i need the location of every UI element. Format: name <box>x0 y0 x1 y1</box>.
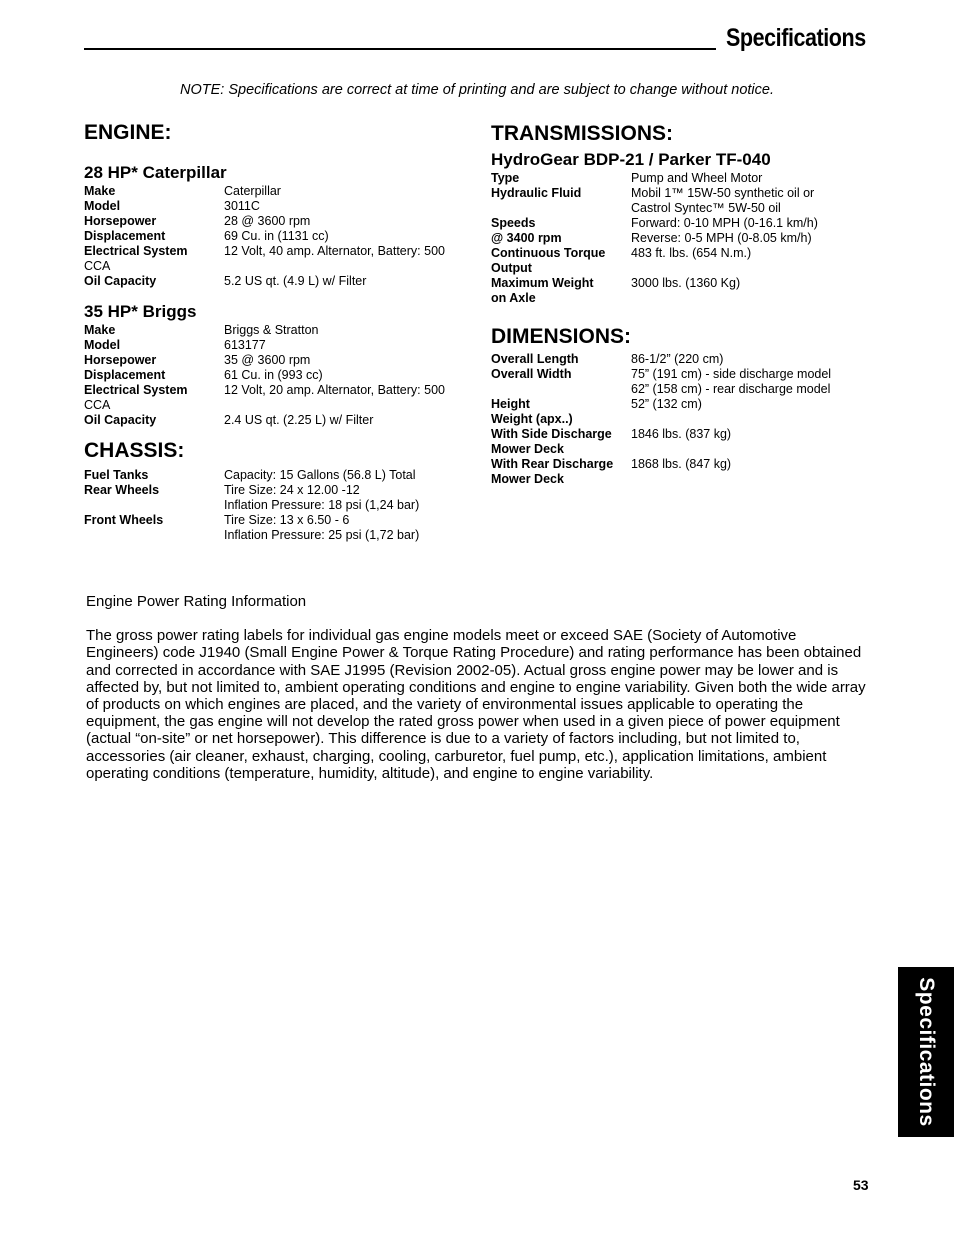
power-rating-body: The gross power rating labels for individual gas engine models meet or exceed SAE (Society of Automotive Engineers) code J1940 (Small Engine Power & Torque Rating Procedure) and rating performance has been obtained and corrected in accordance with SAE J1995 (Revision 2002-05). Actual gross engine power may be lower and is affected by, but not limited to, ambient operating conditions and engine to engine variability. Given both the wide array of products on which engines are placed, and the variety of environmental issues applicable to operating the equipment, the gas engine will not develop the rated gross power when used in a given piece of power equipment (actual “on-site” or net horsepower). This difference is due to a variety of factors including, but not limited to, accessories (air cleaner, exhaust, charging, cooling, carburetor, fuel pump, etc.), application limitations, ambient operating conditions (temperature, humidity, altitude), and engine to engine variability. <box>86 627 866 782</box>
spec-value: 5.2 US qt. (4.9 L) w/ Filter <box>224 274 367 288</box>
spec-value <box>631 261 818 276</box>
spec-table <box>84 184 445 289</box>
spec-label: Output <box>491 261 532 275</box>
spec-row <box>84 199 445 214</box>
spec-row <box>491 382 831 397</box>
spec-value: 483 ft. lbs. (654 N.m.) <box>631 246 752 260</box>
spec-value: 3011C <box>224 199 260 213</box>
spec-value: 35 @ 3600 rpm <box>224 353 311 367</box>
engine-model-title: 35 HP* Briggs <box>84 302 197 321</box>
transmission-model-title: HydroGear BDP-21 / Parker TF-040 <box>491 150 771 169</box>
spec-row <box>84 413 445 428</box>
spec-label <box>491 201 631 216</box>
spec-value: Inflation Pressure: 25 psi (1,72 bar) <box>224 528 420 542</box>
spec-row <box>491 216 818 231</box>
spec-label: Model <box>84 338 121 352</box>
spec-label <box>491 382 631 397</box>
spec-value: 69 Cu. in (1131 cc) <box>224 229 329 243</box>
power-rating-info <box>86 593 870 782</box>
spec-row <box>84 353 445 368</box>
spec-value <box>224 259 445 274</box>
spec-value: Capacity: 15 Gallons (56.8 L) Total <box>224 468 416 482</box>
spec-label: Speeds <box>491 216 536 230</box>
spec-row <box>491 457 831 472</box>
spec-row <box>491 412 831 427</box>
spec-label: CCA <box>84 398 111 412</box>
spec-label: Overall Length <box>491 352 579 366</box>
spec-label: Height <box>491 397 530 411</box>
spec-label: With Side Discharge <box>491 427 612 441</box>
spec-label: Overall Width <box>491 367 572 381</box>
spec-table <box>491 171 818 306</box>
spec-label: Displacement <box>84 229 166 243</box>
spec-value <box>631 412 831 427</box>
spec-row <box>84 513 419 528</box>
spec-value: 1868 lbs. (847 kg) <box>631 457 732 471</box>
spec-row <box>84 274 445 289</box>
spec-row <box>84 383 445 398</box>
spec-row <box>84 468 419 483</box>
spec-label: Horsepower <box>84 214 157 228</box>
header-rule <box>84 48 716 50</box>
spec-label: on Axle <box>491 291 536 305</box>
spec-row <box>84 528 419 543</box>
specifications-note: NOTE: Specifications are correct at time of printing and are subject to change without notice. <box>180 82 774 98</box>
spec-row <box>491 231 818 246</box>
spec-label: Weight (apx..) <box>491 412 573 426</box>
spec-value: 2.4 US qt. (2.25 L) w/ Filter <box>224 413 374 427</box>
transmissions-heading: TRANSMISSIONS: <box>491 122 674 145</box>
spec-value: 613177 <box>224 338 266 352</box>
spec-row <box>491 276 818 291</box>
spec-table <box>84 323 445 428</box>
spec-label: Hydraulic Fluid <box>491 186 582 200</box>
spec-value: Briggs & Stratton <box>224 323 319 337</box>
spec-label: Oil Capacity <box>84 413 157 427</box>
side-tab-label: Specifications <box>915 977 938 1127</box>
spec-label: Make <box>84 323 116 337</box>
spec-row <box>84 368 445 383</box>
spec-label: Model <box>84 199 121 213</box>
spec-value: Caterpillar <box>224 184 281 198</box>
spec-label: Continuous Torque <box>491 246 606 260</box>
right-column <box>491 121 851 487</box>
spec-value: 3000 lbs. (1360 Kg) <box>631 276 741 290</box>
spec-label <box>84 528 224 543</box>
spec-row <box>84 498 419 513</box>
spec-label: Rear Wheels <box>84 483 160 497</box>
engine-model-briggs <box>84 301 464 428</box>
page-number: 53 <box>853 1177 869 1193</box>
spec-value: 75” (191 cm) - side discharge model <box>631 367 832 381</box>
spec-value: 52” (132 cm) <box>631 397 702 411</box>
section-side-tab <box>898 967 954 1137</box>
spec-label: CCA <box>84 259 111 273</box>
dimensions-heading: DIMENSIONS: <box>491 325 632 348</box>
spec-row <box>84 398 445 413</box>
spec-label: Displacement <box>84 368 166 382</box>
spec-row <box>491 171 818 186</box>
spec-value: Mobil 1™ 15W-50 synthetic oil or <box>631 186 815 200</box>
spec-row <box>491 397 831 412</box>
spec-row <box>491 186 818 201</box>
spec-row <box>84 338 445 353</box>
spec-value: 12 Volt, 20 amp. Alternator, Battery: 500 <box>224 383 445 397</box>
spec-label: Electrical System <box>84 244 188 258</box>
spec-value: Forward: 0-10 MPH (0-16.1 km/h) <box>631 216 818 230</box>
spec-value: Castrol Syntec™ 5W-50 oil <box>631 201 781 215</box>
spec-value: 1846 lbs. (837 kg) <box>631 427 732 441</box>
spec-value: Inflation Pressure: 18 psi (1,24 bar) <box>224 498 420 512</box>
spec-label: Electrical System <box>84 383 188 397</box>
spec-label: Maximum Weight <box>491 276 594 290</box>
spec-row <box>84 184 445 199</box>
spec-label: Horsepower <box>84 353 157 367</box>
spec-row <box>84 229 445 244</box>
spec-value <box>631 291 818 306</box>
spec-row <box>491 246 818 261</box>
engine-model-caterpillar <box>84 162 464 289</box>
spec-row <box>84 214 445 229</box>
spec-table <box>84 468 419 543</box>
spec-row <box>491 427 831 442</box>
spec-value: Tire Size: 13 x 6.50 - 6 <box>224 513 350 527</box>
spec-row <box>84 323 445 338</box>
spec-label <box>84 498 224 513</box>
spec-label: Type <box>491 171 520 185</box>
spec-label: @ 3400 rpm <box>491 231 562 245</box>
engine-heading: ENGINE: <box>84 121 172 144</box>
spec-row <box>491 261 818 276</box>
spec-value: 62” (158 cm) - rear discharge model <box>631 382 831 396</box>
spec-value: 61 Cu. in (993 cc) <box>224 368 323 382</box>
spec-row <box>491 291 818 306</box>
spec-value: 86-1/2” (220 cm) <box>631 352 724 366</box>
spec-value: 28 @ 3600 rpm <box>224 214 311 228</box>
spec-label: With Rear Discharge <box>491 457 614 471</box>
spec-row <box>491 352 831 367</box>
spec-label: Fuel Tanks <box>84 468 149 482</box>
spec-row <box>491 442 831 457</box>
spec-table <box>491 352 831 487</box>
spec-row <box>491 201 818 216</box>
spec-label: Mower Deck <box>491 442 564 456</box>
spec-value: 12 Volt, 40 amp. Alternator, Battery: 500 <box>224 244 445 258</box>
spec-value <box>224 398 445 413</box>
spec-label: Front Wheels <box>84 513 164 527</box>
spec-row <box>84 244 445 259</box>
page-title: Specifications <box>726 24 866 52</box>
spec-row <box>84 259 445 274</box>
spec-row <box>491 472 831 487</box>
spec-value: Tire Size: 24 x 12.00 -12 <box>224 483 360 497</box>
spec-value <box>631 442 831 457</box>
chassis-heading: CHASSIS: <box>84 439 185 462</box>
spec-row <box>84 483 419 498</box>
spec-value: Pump and Wheel Motor <box>631 171 763 185</box>
left-column <box>84 120 464 543</box>
spec-label: Make <box>84 184 116 198</box>
spec-row <box>491 367 831 382</box>
spec-value: Reverse: 0-5 MPH (0-8.05 km/h) <box>631 231 812 245</box>
spec-value <box>631 472 831 487</box>
engine-model-title: 28 HP* Caterpillar <box>84 163 227 182</box>
power-rating-heading: Engine Power Rating Information <box>86 593 307 610</box>
spec-label: Mower Deck <box>491 472 564 486</box>
spec-label: Oil Capacity <box>84 274 157 288</box>
